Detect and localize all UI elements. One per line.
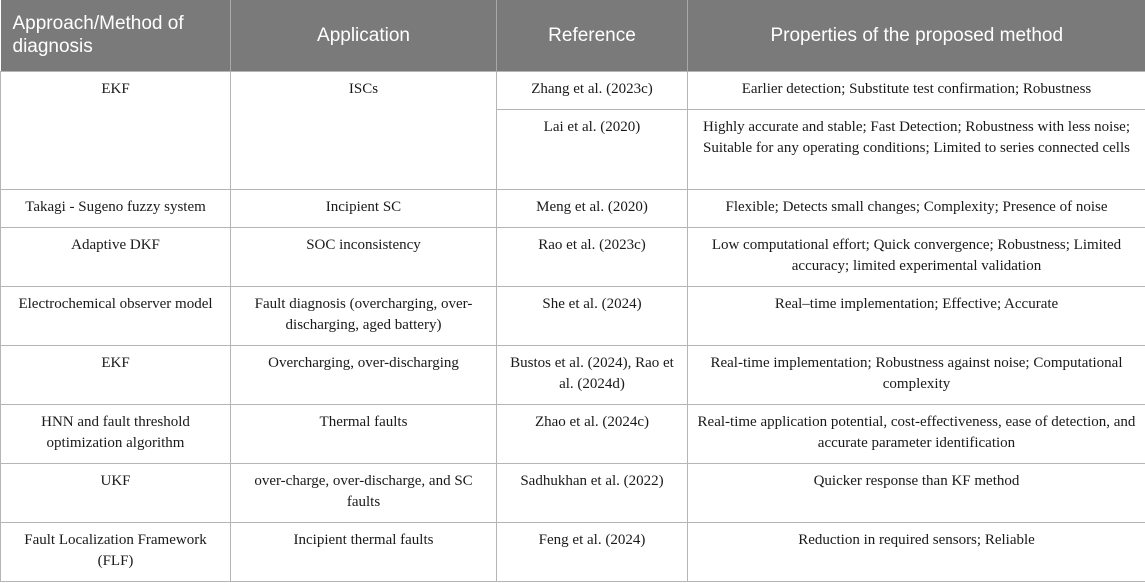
cell-reference: Sadhukhan et al. (2022) bbox=[497, 463, 688, 522]
cell-application: SOC inconsistency bbox=[231, 227, 497, 286]
cell-reference: Lai et al. (2020) bbox=[497, 109, 688, 189]
cell-properties: Flexible; Detects small changes; Complexity; Presence of noise bbox=[688, 189, 1145, 227]
cell-properties: Real–time implementation; Effective; Accurate bbox=[688, 286, 1145, 345]
cell-approach: Fault Localization Framework (FLF) bbox=[1, 522, 231, 581]
table-row bbox=[1, 71, 1145, 109]
cell-reference: Rao et al. (2023c) bbox=[497, 227, 688, 286]
header-approach: Approach/Method of diagnosis bbox=[1, 0, 231, 71]
cell-properties: Earlier detection; Substitute test confirmation; Robustness bbox=[688, 71, 1145, 109]
cell-reference: Feng et al. (2024) bbox=[497, 522, 688, 581]
table-row bbox=[1, 286, 1145, 345]
table-row bbox=[1, 404, 1145, 463]
table-row bbox=[1, 463, 1145, 522]
cell-application: Thermal faults bbox=[231, 404, 497, 463]
cell-application: Overcharging, over-discharging bbox=[231, 345, 497, 404]
cell-reference: She et al. (2024) bbox=[497, 286, 688, 345]
header-properties: Properties of the proposed method bbox=[688, 0, 1145, 71]
cell-application: Fault diagnosis (overcharging, over-discharging, aged battery) bbox=[231, 286, 497, 345]
cell-approach: HNN and fault threshold optimization algorithm bbox=[1, 404, 231, 463]
table-row bbox=[1, 522, 1145, 581]
cell-reference: Zhao et al. (2024c) bbox=[497, 404, 688, 463]
cell-approach: UKF bbox=[1, 463, 231, 522]
cell-properties: Real-time application potential, cost-effectiveness, ease of detection, and accurate parameter identification bbox=[688, 404, 1145, 463]
header-reference: Reference bbox=[497, 0, 688, 71]
cell-approach: EKF bbox=[1, 71, 231, 189]
header-row bbox=[1, 0, 1145, 71]
cell-application: ISCs bbox=[231, 71, 497, 189]
cell-properties: Reduction in required sensors; Reliable bbox=[688, 522, 1145, 581]
cell-properties: Low computational effort; Quick convergence; Robustness; Limited accuracy; limited experimental validation bbox=[688, 227, 1145, 286]
cell-reference: Zhang et al. (2023c) bbox=[497, 71, 688, 109]
cell-approach: Adaptive DKF bbox=[1, 227, 231, 286]
cell-application: over-charge, over-discharge, and SC faults bbox=[231, 463, 497, 522]
table-row bbox=[1, 227, 1145, 286]
cell-approach: EKF bbox=[1, 345, 231, 404]
cell-approach: Takagi - Sugeno fuzzy system bbox=[1, 189, 231, 227]
table-row bbox=[1, 345, 1145, 404]
cell-reference: Meng et al. (2020) bbox=[497, 189, 688, 227]
cell-properties: Real-time implementation; Robustness against noise; Computational complexity bbox=[688, 345, 1145, 404]
cell-properties: Quicker response than KF method bbox=[688, 463, 1145, 522]
table-row bbox=[1, 189, 1145, 227]
cell-application: Incipient SC bbox=[231, 189, 497, 227]
cell-properties: Highly accurate and stable; Fast Detection; Robustness with less noise; Suitable for any operating conditions; Limited to series connected cells bbox=[688, 109, 1145, 189]
cell-reference: Bustos et al. (2024), Rao et al. (2024d) bbox=[497, 345, 688, 404]
cell-approach: Electrochemical observer model bbox=[1, 286, 231, 345]
cell-application: Incipient thermal faults bbox=[231, 522, 497, 581]
header-application: Application bbox=[231, 0, 497, 71]
